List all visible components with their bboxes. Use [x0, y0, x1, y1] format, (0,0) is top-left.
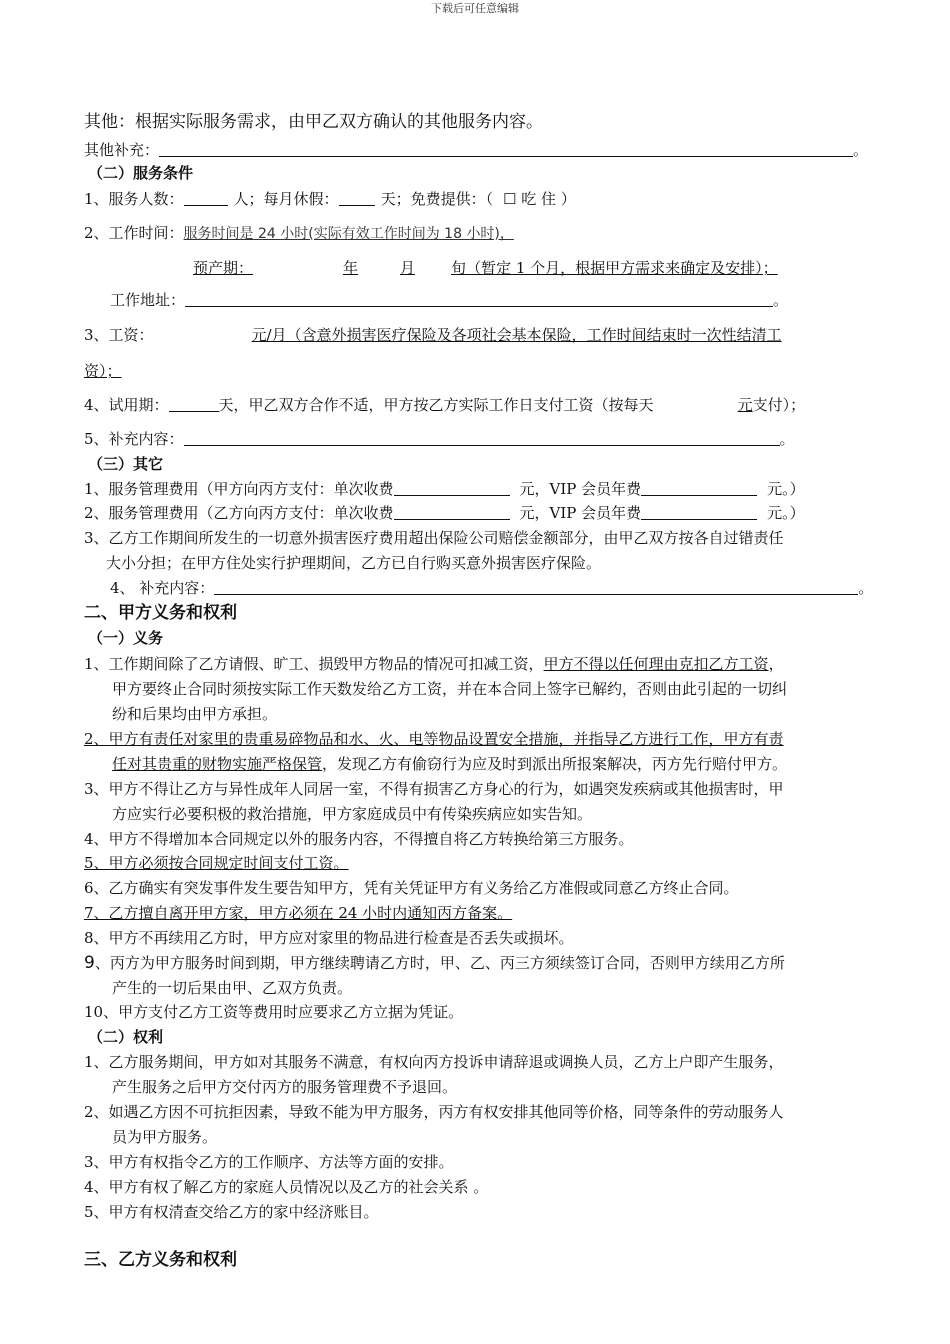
duty-1-line-2: 甲方要终止合同时须按实际工作天数发给乙方工资，并在本合同上签字已解约，否则由此引起的一切纠 — [112, 680, 788, 698]
duty-9-text: 、丙方为甲方服务时间到期，甲方继续聘请乙方时，甲、乙、丙三方须续签订合同，否则甲方续用乙方所 — [94, 954, 785, 972]
right-2-line-1: 2、如遇乙方因不可抗拒因素，导致不能为甲方服务，丙方有权安排其他同等价格，同等条件的劳动服务人 — [84, 1103, 784, 1121]
other-item-4 — [110, 578, 873, 598]
work-address-blank[interactable] — [185, 290, 773, 307]
duty-1-line-3: 纷和后果均由甲方承担。 — [112, 705, 278, 723]
salary-label: 3、工资： — [84, 326, 154, 344]
rest-days-blank[interactable] — [339, 189, 375, 206]
section-2-title: 二、甲方义务和权利 — [84, 603, 237, 623]
end-period: 。 — [773, 291, 789, 309]
other-item-3-line-2: 大小分担；在甲方住处实行护理期间，乙方已自行购买意外损害医疗保险。 — [106, 554, 602, 572]
other-supplement-4-blank[interactable] — [214, 578, 858, 595]
end-period: 。 — [858, 579, 874, 597]
fee-b-label: 2、服务管理费用（乙方向丙方支付：单次收费 — [84, 504, 394, 522]
duty-2-line-2 — [112, 754, 787, 774]
other-item-2 — [84, 503, 805, 523]
duty-1-text: 1、工作期间除了乙方请假、旷工、损毁甲方物品的情况可扣减工资， — [84, 655, 544, 673]
duty-6: 6、乙方确实有突发事件发生要告知甲方，凭有关凭证甲方有义务给乙方准假或同意乙方终止合同。 — [84, 879, 739, 897]
right-1-line-2: 产生服务之后甲方交付丙方的服务管理费不予退回。 — [112, 1078, 458, 1096]
duty-9-line-2: 产生的一切后果由甲、乙双方负责。 — [112, 979, 353, 997]
condition-3-line — [84, 325, 782, 345]
duty-8: 8、甲方不再续用乙方时，甲方应对家里的物品进行检查是否丢失或损坏。 — [84, 929, 574, 947]
due-month: 月 — [400, 259, 416, 277]
fee-b-end: 元。） — [767, 504, 805, 522]
section-3-title: 三、乙方义务和权利 — [84, 1250, 237, 1270]
right-3: 3、甲方有权指令乙方的工作顺序、方法等方面的安排。 — [84, 1153, 454, 1171]
end-period: 。 — [853, 141, 869, 159]
service-conditions-title: （二）服务条件 — [88, 164, 194, 182]
other-supplement-label: 其他补充： — [84, 141, 160, 159]
daily-wage-unit: 元 — [737, 396, 753, 414]
work-address-line — [110, 290, 788, 310]
end-period: 。 — [779, 430, 795, 448]
trial-days-blank[interactable] — [169, 395, 219, 412]
duty-3-line-1: 3、甲方不得让乙方与异性成年人同居一室，不得有损害乙方身心的行为，如遇突发疾病或其他损害时，甲 — [84, 780, 784, 798]
trial-label: 4、试用期： — [84, 396, 169, 414]
right-4: 4、甲方有权了解乙方的家庭人员情况以及乙方的社会关系 。 — [84, 1178, 489, 1196]
other-supplement-blank[interactable] — [159, 140, 853, 157]
trial-text: 天，甲乙双方合作不适，甲方按乙方实际工作日支付工资（按每天 — [218, 396, 654, 414]
duty-7: 7、乙方擅自离开甲方家，甲方必须在 24 小时内通知丙方备案。 — [84, 904, 513, 922]
duty-3-line-2: 方应实行必要积极的救治措施，甲方家庭成员中有传染疾病应如实告知。 — [112, 805, 593, 823]
duty-2-line-1: 2、甲方有责任对家里的贵重易碎物品和水、火、电等物品设置安全措施，并指导乙方进行工作，甲方有责 — [84, 730, 784, 748]
right-1-line-1: 1、乙方服务期间，甲方如对其服务不满意，有权向丙方投诉申请辞退或调换人员，乙方上户即产生服务， — [84, 1053, 784, 1071]
trial-text-end: 支付）； — [752, 396, 806, 414]
duty-5: 5、甲方必须按合同规定时间支付工资。 — [84, 854, 349, 872]
salary-note: （含意外损害医疗保险及各项社会基本保险，工作时间结束时一次性结清工 — [286, 326, 782, 344]
work-time-text: 服务时间是 24 小时(实际有效工作时间为 18 小时)， — [183, 226, 514, 242]
right-5: 5、甲方有权清查交给乙方的家中经济账目。 — [84, 1203, 379, 1221]
fee-b-vip-blank[interactable] — [641, 503, 757, 520]
condition-5-line — [84, 429, 795, 449]
duty-2-underlined: 任对其贵重的财物实施严格保管 — [112, 755, 323, 773]
salary-unit: 元/月 — [251, 326, 287, 344]
rights-title: （二）权利 — [88, 1028, 164, 1046]
fee-a-single-blank[interactable] — [394, 479, 510, 496]
fee-b-vip-label: 元，VIP 会员年费 — [519, 504, 642, 522]
service-count-blank[interactable] — [184, 189, 228, 206]
fee-a-vip-label: 元，VIP 会员年费 — [519, 480, 642, 498]
fee-b-single-blank[interactable] — [394, 503, 510, 520]
due-date-line — [193, 258, 778, 278]
duty-2-rest: ，发现乙方有偷窃行为应及时到派出所报案解决，丙方先行赔付甲方。 — [322, 755, 788, 773]
meal-lodging-checkbox[interactable]: ☐ 吃 住 ） — [503, 190, 576, 208]
service-count-label: 1、服务人数： — [84, 190, 184, 208]
supplement-blank[interactable] — [184, 429, 780, 446]
other-services-line: 其他：根据实际服务需求，由甲乙双方确认的其他服务内容。 — [84, 112, 543, 132]
salary-note-continued: 资）； — [84, 362, 122, 380]
due-date-label: 预产期： — [193, 259, 254, 277]
duty-4: 4、甲方不得增加本合同规定以外的服务内容，不得擅自将乙方转换给第三方服务。 — [84, 830, 634, 848]
right-2-line-2: 员为甲方服务。 — [112, 1128, 218, 1146]
other-supplement-line — [84, 140, 868, 160]
other-item-1 — [84, 479, 805, 499]
fee-a-vip-blank[interactable] — [641, 479, 757, 496]
rest-days-label: 人；每月休假： — [233, 190, 339, 208]
duty-1-line-1 — [84, 654, 784, 674]
fee-a-label: 1、服务管理费用（甲方向丙方支付：单次收费 — [84, 480, 394, 498]
due-date-note: （暂定 1 个月，根据甲方需求来确定及安排）； — [466, 259, 778, 277]
due-xun: 旬 — [451, 259, 467, 277]
page-header: 下载后可任意编辑 — [431, 2, 519, 15]
work-time-label: 2、工作时间： — [84, 224, 184, 242]
duty-9-line-1 — [84, 953, 785, 973]
other-section-title: （三）其它 — [88, 455, 164, 473]
duties-title: （一）义务 — [88, 629, 164, 647]
daily-wage-field[interactable] — [654, 396, 753, 414]
duty-10: 10、甲方支付乙方工资等费用时应要求乙方立据为凭证。 — [84, 1003, 464, 1021]
duty-9-number: 9 — [84, 953, 95, 973]
due-year: 年 — [343, 259, 359, 277]
free-provide-label: 天；免费提供：（ — [380, 190, 494, 208]
salary-text — [154, 326, 782, 344]
condition-1-line — [84, 189, 576, 209]
other-supplement-4-label: 4、 补充内容： — [110, 579, 215, 597]
supplement-label: 5、补充内容： — [84, 430, 184, 448]
work-address-label: 工作地址： — [110, 291, 186, 309]
condition-2-line — [84, 223, 514, 244]
other-item-3-line-1: 3、乙方工作期间所发生的一切意外损害医疗费用超出保险公司赔偿金额部分，由甲乙双方按各自过错责任 — [84, 529, 784, 547]
duty-1-comma: ， — [768, 655, 784, 673]
fee-a-end: 元。） — [767, 480, 805, 498]
condition-4-line — [84, 395, 805, 415]
duty-1-underlined: 甲方不得以任何理由克扣乙方工资 — [543, 655, 769, 673]
